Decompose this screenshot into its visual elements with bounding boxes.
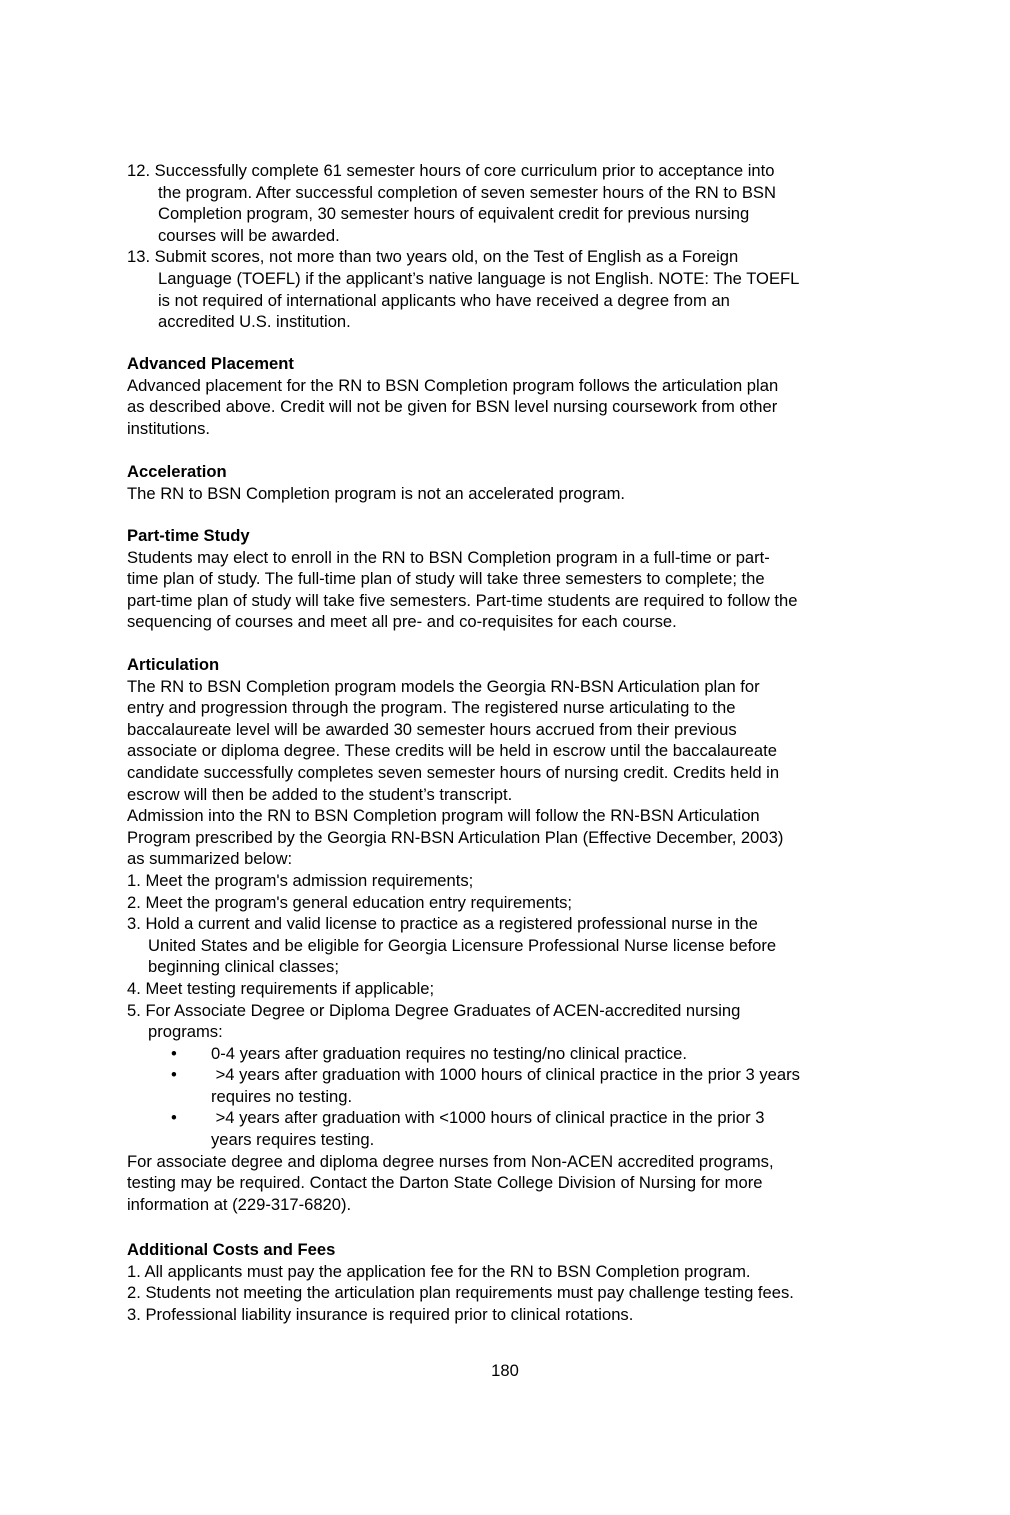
bullet-line: 0-4 years after graduation requires no testing/no clinical practice. <box>211 1043 687 1063</box>
list-item-line: 2. Meet the program's general education entry requirements; <box>127 892 572 912</box>
list-item-line: beginning clinical classes; <box>148 957 339 977</box>
paragraph-line: For associate degree and diploma degree nurses from Non-ACEN accredited programs, <box>127 1151 774 1171</box>
paragraph-line: information at (229-317-6820). <box>127 1194 352 1214</box>
list-item-line: is not required of international applicants who have received a degree from an <box>158 290 730 310</box>
paragraph-line: institutions. <box>127 418 211 438</box>
paragraph-line: Program prescribed by the Georgia RN-BSN Articulation Plan (Effective December, 2003) <box>127 827 784 847</box>
list-item <box>127 1000 887 1043</box>
section-heading: Acceleration <box>127 462 227 481</box>
list-item-13 <box>127 246 887 332</box>
paragraph-line: associate or diploma degree. These credits will be held in escrow until the baccalaureate <box>127 741 777 761</box>
paragraph-line: entry and progression through the program. The registered nurse articulating to the <box>127 698 736 718</box>
part-time-study-section <box>127 525 887 633</box>
list-item-line: Language (TOEFL) if the applicant’s native language is not English. NOTE: The TOEFL <box>158 268 800 288</box>
list-item-12 <box>127 160 887 246</box>
acceleration-section <box>127 461 887 504</box>
section-heading: Additional Costs and Fees <box>127 1240 336 1259</box>
list-item <box>127 978 887 1000</box>
bullet-line: requires no testing. <box>211 1086 353 1106</box>
list-item-line: 12. Successfully complete 61 semester hours of core curriculum prior to acceptance into <box>127 161 775 180</box>
paragraph-line: time plan of study. The full-time plan of study will take three semesters to complete; the <box>127 569 765 589</box>
bullet-item <box>127 1107 887 1150</box>
paragraph-line: The RN to BSN Completion program is not an accelerated program. <box>127 483 626 503</box>
list-item-line: 1. Meet the program's admission requirements; <box>127 870 474 890</box>
list-item-line: 13. Submit scores, not more than two years old, on the Test of English as a Foreign <box>127 247 739 267</box>
list-item-line: accredited U.S. institution. <box>158 312 351 332</box>
paragraph-line: candidate successfully completes seven semester hours of nursing credit. Credits held in <box>127 762 780 782</box>
articulation-list <box>127 870 887 1043</box>
section-heading: Part-time Study <box>127 526 250 545</box>
paragraph-line: sequencing of courses and meet all pre- and co-requisites for each course. <box>127 612 677 632</box>
bullet-line: >4 years after graduation with <1000 hours of clinical practice in the prior 3 <box>211 1108 765 1128</box>
paragraph-line: Students may elect to enroll in the RN to BSN Completion program in a full-time or part- <box>127 547 770 567</box>
paragraph-line: Advanced placement for the RN to BSN Completion program follows the articulation plan <box>127 375 779 395</box>
bullet-item <box>127 1064 887 1107</box>
advanced-placement-section <box>127 353 887 439</box>
bullet-icon: • <box>171 1108 177 1128</box>
page-number: 180 <box>491 1361 519 1380</box>
paragraph-line: testing may be required. Contact the Darton State College Division of Nursing for more <box>127 1173 763 1193</box>
list-item-line: 2. Students not meeting the articulation plan requirements must pay challenge testing fees. <box>127 1283 794 1303</box>
paragraph-line: as summarized below: <box>127 849 293 869</box>
bullet-item <box>127 1043 887 1065</box>
list-item-line: 3. Hold a current and valid license to practice as a registered professional nurse in the <box>127 914 758 934</box>
paragraph-line: part-time plan of study will take five semesters. Part-time students are required to follow the <box>127 590 798 610</box>
list-item-line: 3. Professional liability insurance is required prior to clinical rotations. <box>127 1304 634 1324</box>
list-item <box>127 892 887 914</box>
paragraph-line: Admission into the RN to BSN Completion program will follow the RN-BSN Articulation <box>127 806 760 826</box>
list-item-line: 4. Meet testing requirements if applicable; <box>127 978 435 998</box>
list-item-line: 5. For Associate Degree or Diploma Degree Graduates of ACEN-accredited nursing <box>127 1000 741 1020</box>
list-item-line: the program. After successful completion of seven semester hours of the RN to BSN <box>158 182 776 202</box>
bullet-line: >4 years after graduation with 1000 hours of clinical practice in the prior 3 years <box>211 1065 800 1085</box>
section-heading: Articulation <box>127 655 220 674</box>
bullet-icon: • <box>171 1065 177 1085</box>
paragraph-line: escrow will then be added to the student’s transcript. <box>127 784 513 804</box>
additional-costs-section <box>127 1239 887 1325</box>
list-item-line: Completion program, 30 semester hours of equivalent credit for previous nursing <box>158 204 750 224</box>
list-item-line: courses will be awarded. <box>158 225 340 245</box>
paragraph-line: The RN to BSN Completion program models the Georgia RN-BSN Articulation plan for <box>127 676 760 696</box>
list-item-line: 1. All applicants must pay the application fee for the RN to BSN Completion program. <box>127 1261 751 1281</box>
bullet-icon: • <box>171 1043 177 1063</box>
paragraph-line: baccalaureate level will be awarded 30 semester hours accrued from their previous <box>127 719 737 739</box>
list-item-line: United States and be eligible for Georgia Licensure Professional Nurse license before <box>148 935 777 955</box>
bullet-line: years requires testing. <box>211 1130 375 1150</box>
list-item <box>127 870 887 892</box>
bullet-list <box>127 1043 887 1151</box>
list-item-line: programs: <box>148 1022 223 1042</box>
requirements-list-continued <box>127 160 887 333</box>
list-item <box>127 913 887 978</box>
paragraph-line: as described above. Credit will not be given for BSN level nursing coursework from other <box>127 397 778 417</box>
section-heading: Advanced Placement <box>127 354 294 373</box>
articulation-section <box>127 654 887 1215</box>
